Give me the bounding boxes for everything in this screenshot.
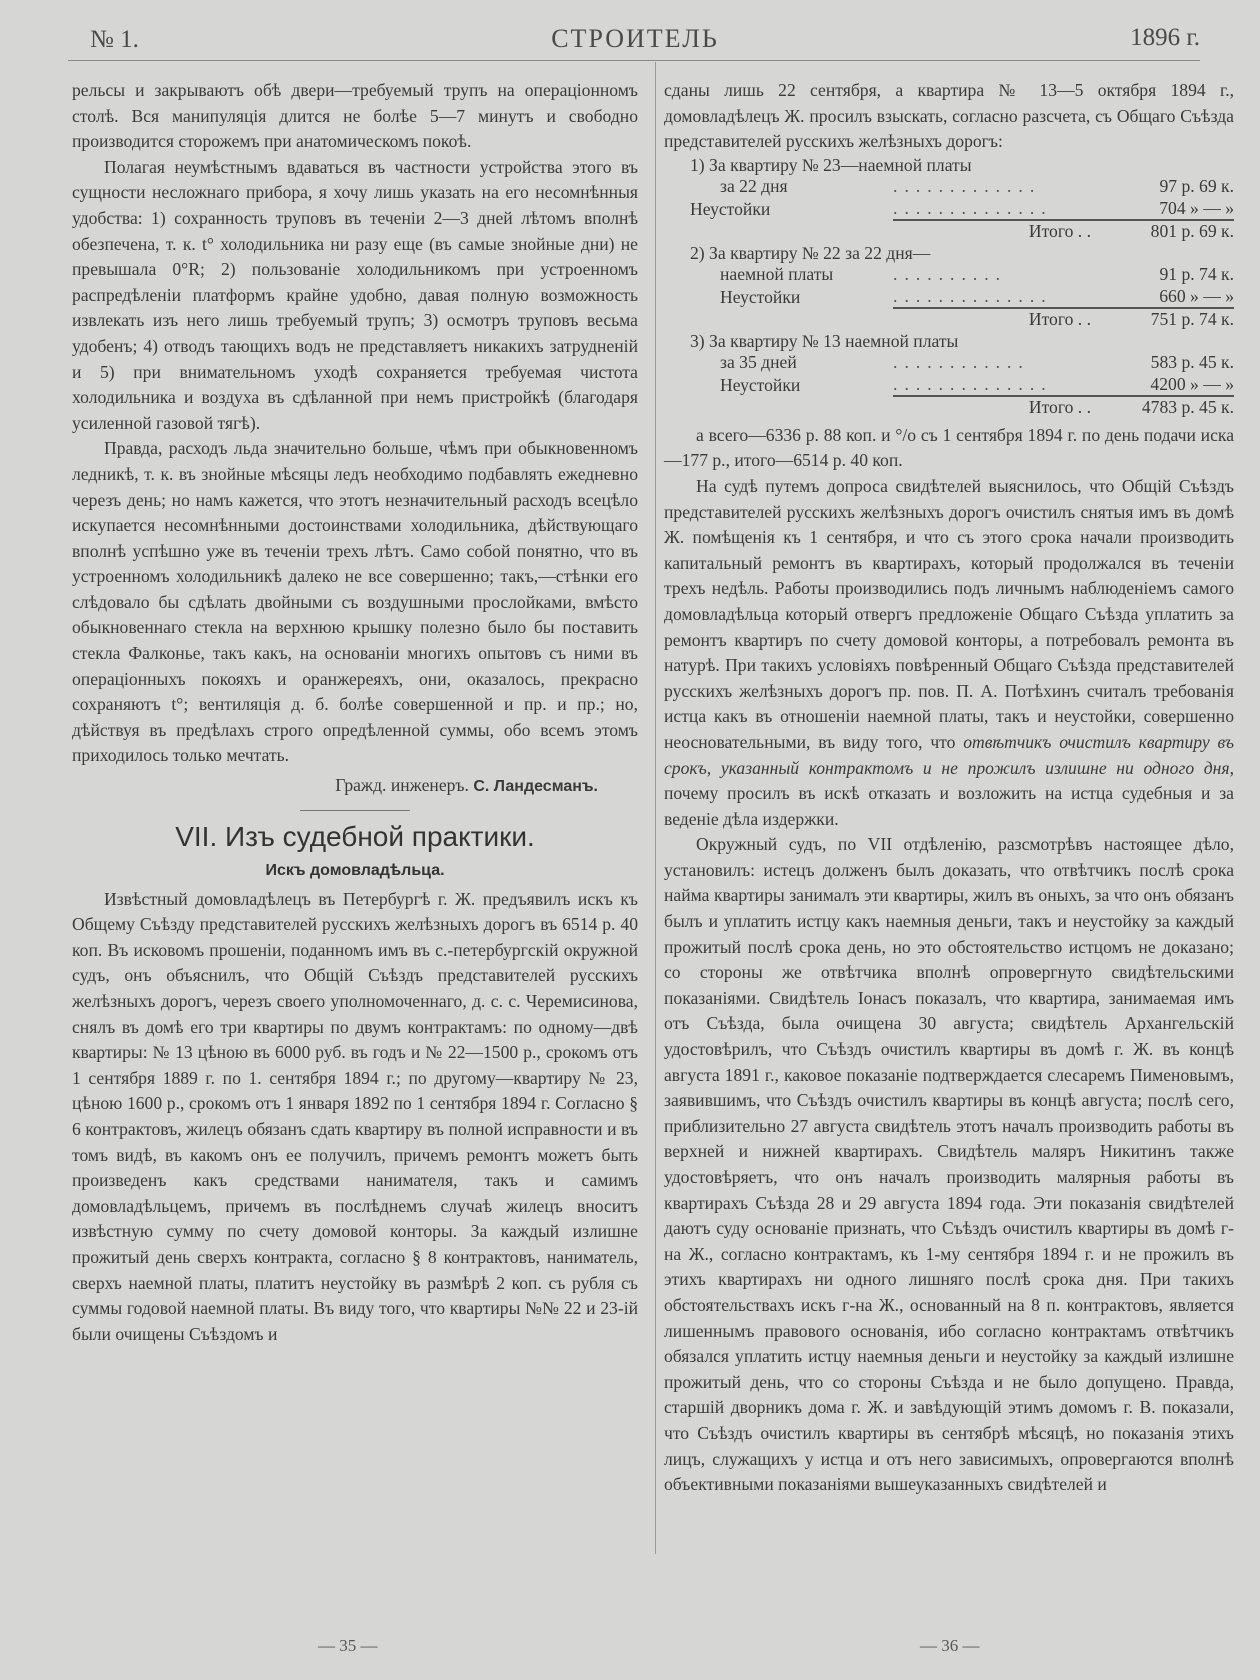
account-heading-row: 3) За квартиру № 13 наемной платы — [690, 330, 959, 351]
journal-title: СТРОИТЕЛЬ — [551, 24, 719, 53]
paragraph: рельсы и закрываютъ обѣ двери—требуемый трупъ на операціонномъ столѣ. Вся манипуляція длится не болѣе 5—7 минутъ и свободно производится сторожемъ при анатомическомъ покоѣ. — [72, 80, 638, 152]
total-row: Итого . . 4783 р. 45 к. — [664, 396, 1234, 419]
claim-calculation-table — [664, 155, 1234, 419]
paragraph: Полагая неумѣстнымъ вдаваться въ частности устройства этого въ сущности несложнаго прибора, я хочу лишь указать на его несомнѣнныя удобства: 1) сохранность труповъ въ теченіи 2—3 дней лѣтомъ вполнѣ обезпечена, т. к. t° холодильника ни разу еще (въ самые знойные дни) не превышала 0°R; 2) пользованіе холодильникомъ при устроенномъ распредѣленіи платформъ крайне удобно, давая полную возможность извлекать изъ него лишь требуемый трупъ; 3) осмотръ труповъ весьма удобенъ; 4) отводъ тающихъ водъ не представляетъ никакихъ затрудненій и 5) при внимательномъ уходѣ сохраняется требуемая чистота холодильника и воздуха въ сдѣланной при немъ пристройкѣ (благодаря усиленной газовой тягѣ). — [72, 156, 638, 433]
total-row: Итого . . 801 р. 69 к. — [664, 220, 1234, 243]
total-row: Итого . . 751 р. 74 к. — [664, 308, 1234, 331]
issue-year: 1896 г. — [1130, 24, 1200, 51]
leader-dots: .............. — [893, 373, 1053, 394]
leader-dots: .......... — [893, 264, 1008, 285]
account-row: за 35 дней ............ 583 р. 45 к. — [720, 352, 1234, 373]
issue-number: № 1. — [90, 26, 139, 53]
account-row: Неустойки .............. 660 » — » — [720, 285, 1234, 307]
left-column — [72, 78, 638, 1347]
leader-dots: ............. — [893, 176, 1042, 197]
signature — [72, 773, 638, 800]
paragraph: Правда, расходъ льда значительно больше, чѣмъ при обыкновенномъ ледникѣ, т. к. въ знойные мѣсяцы ледъ необходимо подбавлять ежедневно черезъ день; но намъ кажется, что этотъ незначительный расходъ всецѣло искупается несомнѣнными достоинствами холодильника, дѣйствующаго вполнѣ успѣшно уже въ теченіи трехъ лѣтъ. Само собой понятно, что въ устроенномъ холодильникѣ далеко не все совершенно; такъ,—стѣнки его слѣдовало бы сдѣлать двойными съ воздушными прослойками, вмѣсто обыкновеннаго стекла на верхнюю крышку полезно было бы поставить стекла Фалконье, такъ какъ, на основаніи многихъ опытовъ съ ними въ операціонныхъ покояхъ и оранжереяхъ, они, оказалось, прекрасно сохраняютъ t°; вентиляція д. б. болѣе совершенной и пр. и пр.; но, дѣйствуя въ предѣлахъ строго опредѣленной суммы, обо всемъ этомъ приходилось только мечтать. — [72, 438, 638, 766]
column-divider — [655, 62, 656, 1554]
article-subtitle: Искъ домовладѣльца. — [265, 861, 445, 879]
account-row: Неустойки .............. 4200 » — » — [720, 373, 1234, 395]
italic-emphasis: отвѣтчикъ очистилъ квартиру въ срокъ, указанный контрактомъ и не прожилъ излишне ни одного дня — [664, 731, 1234, 778]
right-column — [664, 78, 1234, 1498]
account-row: наемной платы .......... 91 р. 74 к. — [720, 264, 1234, 285]
account-heading-row: 1) За квартиру № 23—наемной платы — [690, 154, 972, 175]
section-separator — [300, 810, 410, 811]
page-number-left: — 35 — — [318, 1636, 378, 1655]
account-row: Неустойки .............. 704 » — » — [690, 197, 1234, 219]
paragraph: Окружный судъ, по VII отдѣленію, разсмотрѣвъ настоящее дѣло, установилъ: истецъ долженъ былъ доказать, что отвѣтчикъ послѣ срока найма квартиры занималъ эти квартиры, жилъ въ оныхъ, за что онъ обязанъ былъ и уплатить истцу какъ наемныя деньги, такъ и неустойку за каждый прожитый послѣ срока день, но это обстоятельство истцомъ не доказано; со стороны же отвѣтчика вполнѣ опровергнуто свидѣтельскими показаніями. Свидѣтель Іонасъ показалъ, что квартира, занимаемая имъ отъ Съѣзда, была очищена 30 августа; свидѣтель Архангельскій удостовѣрилъ, что Съѣздъ очистилъ квартиры въ домѣ г. Ж. въ концѣ августа 1891 г., каковое показаніе подтверждается слесаремъ Пименовымъ, заявившимъ, что Съѣздъ очистилъ квартиры въ концѣ августа; послѣ сего, приблизительно 27 августа свидѣтель этотъ началъ производить работы въ верхней и нижней квартирахъ. Свидѣтель маляръ Никитинъ также удостовѣряетъ, что онъ началъ производить малярныя работы въ квартирахъ Съѣзда 28 и 29 августа 1894 года. Эти показанія свидѣтелей даютъ суду основаніе признать, что Съѣздъ очистилъ квартиры въ домѣ г-на Ж., согласно контрактамъ, къ 1-му сентября 1894 г. и не прожилъ въ этихъ квартирахъ ни одного лишняго послѣ срока дня. При такихъ обстоятельствахъ искъ г-на Ж., основанный на 8 п. контрактовъ, является лишеннымъ правового основанія, ибо согласно контрактамъ отвѣтчикъ обязался уплатить истцу наемныя деньги и неустойку за каждый излишне прожитый день, что со стороны Съѣзда и не было допущено. Правда, старшій дворникъ дома г. Ж. и завѣдующій этимъ домомъ г. В. показали, что Съѣздъ очистилъ квартиры въ сентябрѣ мѣсяцѣ, но показанія этихъ лицъ, служащихъ у истца и отъ него зависимыхъ, опровергаются вполнѣ объективными показаніями вышеуказанныхъ свидѣтелей и — [664, 834, 1234, 1495]
running-header — [70, 22, 1200, 56]
page-number-right: — 36 — — [920, 1636, 980, 1655]
section-title: VII. Изъ судебной практики. — [175, 820, 535, 852]
leader-dots: ............ — [893, 352, 1030, 373]
account-heading-row: 2) За квартиру № 22 за 22 дня— — [690, 242, 931, 263]
paragraph: сданы лишь 22 сентября, а квартира № 13—5 октября 1894 г., домовладѣлецъ Ж. просилъ взыскать, согласно разсчета, съ Общаго Съѣзда представителей русскихъ желѣзныхъ дорогъ: — [664, 80, 1234, 152]
account-row: за 22 дня ............. 97 р. 69 к. — [720, 176, 1234, 197]
signature-name: С. Ландесманъ. — [473, 778, 598, 796]
paragraph: Извѣстный домовладѣлецъ въ Петербургѣ г. Ж. предъявилъ искъ къ Общему Съѣзду представителей русскихъ желѣзныхъ дорогъ въ 6514 р. 40 коп. Въ исковомъ прошеніи, поданномъ имъ въ с.-петербургскій окружной судъ, онъ объяснилъ, что Общій Съѣздъ представителей русскихъ желѣзныхъ дорогъ, черезъ своего уполномоченнаго, д. с. с. Черемисинова, снялъ въ домѣ его три квартиры по двумъ контрактамъ: по одному—двѣ квартиры: № 13 цѣною въ 6000 руб. въ годъ и № 22—1500 р., срокомъ отъ 1 сентября 1889 г. по 1. сентября 1894 г.; по другому—квартиру № 23, цѣною 1600 р., срокомъ отъ 1 января 1892 по 1 сентября 1894 г. Согласно § 6 контрактовъ, жилецъ обязанъ сдать квартиру въ полной исправности и въ томъ видѣ, въ какомъ онъ ее получилъ, причемъ ремонтъ можетъ быть произведенъ какъ средствами нанимателя, такъ и самимъ домовладѣльцемъ, причемъ въ послѣднемъ случаѣ жилецъ вноситъ извѣстную сумму по счету домовой конторы. За каждый излишне прожитый день сверхъ контракта, согласно § 8 контрактовъ, наниматель, сверхъ наемной платы, платитъ неустойку въ размѣрѣ 2 коп. съ рубля съ суммы годовой наемной платы. Въ виду того, что квартиры №№ 22 и 23-ій были очищены Съѣздомъ и — [72, 888, 638, 1344]
signature-role: Гражд. инженеръ. — [335, 775, 469, 796]
leader-dots: .............. — [893, 197, 1053, 218]
paragraph: На судѣ путемъ допроса свидѣтелей выяснилось, что Общій Съѣздъ представителей русскихъ желѣзныхъ дорогъ очистилъ снятыя имъ въ домѣ Ж. помѣщенія къ 1 сентября, и что съ этого срока начали производить капитальный ремонтъ въ квартирахъ, который продолжался въ теченіи трехъ недѣль. Работы производились подъ личнымъ наблюденіемъ самого домовладѣльца который отвергъ предложеніе Общаго Съѣзда уплатить за ремонтъ квартиръ по счету домовой конторы, а потребовалъ ремонта въ натурѣ. При такихъ условіяхъ повѣренный Общаго Съѣзда представителей русскихъ желѣзныхъ дорогъ пр. пов. П. А. Потѣхинъ считалъ требованія истца какъ въ отношеніи наемной платы, такъ и неустойки, совершенно неосновательными, въ виду того, что отвѣтчикъ очистилъ квартиру въ срокъ, указанный контрактомъ и не прожилъ излишне ни одного дня, почему просилъ въ искѣ отказать и возложить на истца судебныя и за веденіе дѣла издержки. — [664, 475, 1234, 829]
header-rule — [68, 60, 1200, 61]
leader-dots: .............. — [893, 285, 1053, 306]
paragraph: а всего—6336 р. 88 коп. и °/о съ 1 сентября 1894 г. по день подачи иска—177 р., итого—6514 р. 40 коп. — [664, 424, 1234, 471]
